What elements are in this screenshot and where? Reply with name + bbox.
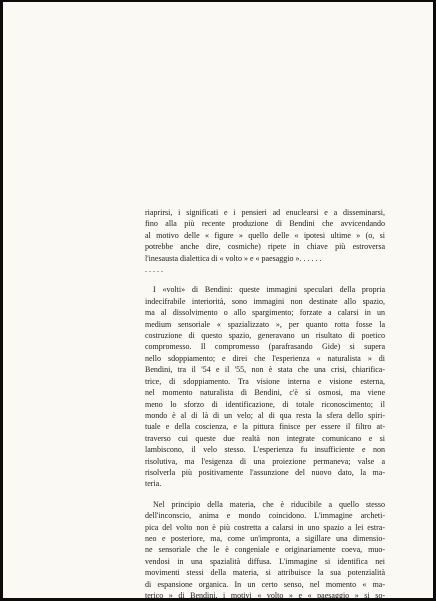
- body-text: [145, 207, 385, 601]
- text-line: di espansione organica. In un certo senso, nel momento « ma-: [145, 579, 385, 589]
- text-line: neo e posteriore, ma, come un'impronta, a sigillare una dimensio-: [145, 533, 385, 543]
- text-line: lambiscono, il velo stesso. L'esperienza fu insufficiente e non: [145, 445, 385, 455]
- text-line: Nel principio della materia, che è riducibile a quello stesso: [153, 499, 385, 509]
- text-line: ne sensoriale che le è congeniale e originariamente coeva, muo-: [145, 545, 385, 555]
- text-line: indecifrabile interiorità, sono immagini non destinate allo spazio,: [145, 296, 385, 306]
- text-line: risolverla più positivamente l'assunzione del nuovo dato, la ma-: [145, 467, 385, 477]
- text-line: nel momento naturalista di Bendini, c'è sì osmosi, ma viene: [145, 388, 385, 398]
- text-line: riaprirsi, i significati e i pensieri ad enuclearsi e a disseminarsi,: [145, 208, 385, 217]
- text-line: pica del volto non è più costretta a calarsi in uno spazio a lei estra-: [145, 522, 385, 532]
- text-line: traverso cui queste due realtà non integrate comunicano e si: [145, 433, 385, 443]
- text-line: nello sdoppiamento; e direi che l'esperienza « naturalista » di: [145, 353, 385, 363]
- text-line: . . . . .: [145, 265, 163, 275]
- text-line: vendosi in una spazialità diffusa. L'immagine si identifica nei: [145, 556, 385, 566]
- paragraph-1: [145, 207, 385, 264]
- text-line: risolutiva, ma l'esigenza di una proiezione permaneva; valse a: [145, 456, 385, 466]
- text-line: tuale e della coscienza, e la pittura finisce per essere il filtro at-: [145, 422, 385, 432]
- text-line: costruzione di questo spazio, generavano un risultato di poetico: [145, 331, 385, 341]
- paragraph-2: [145, 284, 385, 489]
- text-line: al motivo delle « figure » quello delle « ipotesi ultime » (o, si: [145, 230, 385, 240]
- text-line: compromesso. Il compromesso (parafrasando Gide) si supera: [145, 342, 385, 352]
- text-line: mondo è al di là di un velo; al di qua resta la sfera dello spiri-: [145, 410, 385, 420]
- text-line: medium sensoriale « spazializzato », per quanto rotta fosse la: [145, 319, 385, 329]
- book-page: [3, 2, 433, 598]
- text-line: teria.: [145, 479, 162, 489]
- text-line: Bendini, tra il '54 e il '55, non è stata che una crisi, chiarifica-: [145, 365, 385, 375]
- text-line: dell'inconscio, anima e mondo coincidono. L'immagine archeti-: [145, 511, 385, 521]
- text-line: ma al dissolvimento o allo spargimento; forzate a calarsi in un: [145, 308, 385, 318]
- ellipsis-line: [145, 264, 385, 275]
- text-line: potrebbe anche dire, cosmiche) ripete in chiave più estroversa: [145, 242, 385, 252]
- text-line: fino alla più recente produzione di Bendini che avvicendando: [145, 219, 385, 229]
- text-line: trice, di sdoppiamento. Tra visione interna e visione esterna,: [145, 376, 385, 386]
- text-line: terico » di Bendini, i motivi « volto » e « paesaggio » si so-: [145, 591, 385, 600]
- text-line: movimenti stessi della materia, si attribuisce la sua potenzialità: [145, 568, 385, 578]
- text-line: I «volti» di Bendini: queste immagini speculari della propria: [153, 285, 385, 295]
- paragraph-3: [145, 499, 385, 601]
- text-line: meno lo sforzo di identificazione, di totale riconoscimento; il: [145, 399, 385, 409]
- text-line: l'inesausta dialettica di « volto » e « paesaggio ». . . . . .: [145, 253, 322, 263]
